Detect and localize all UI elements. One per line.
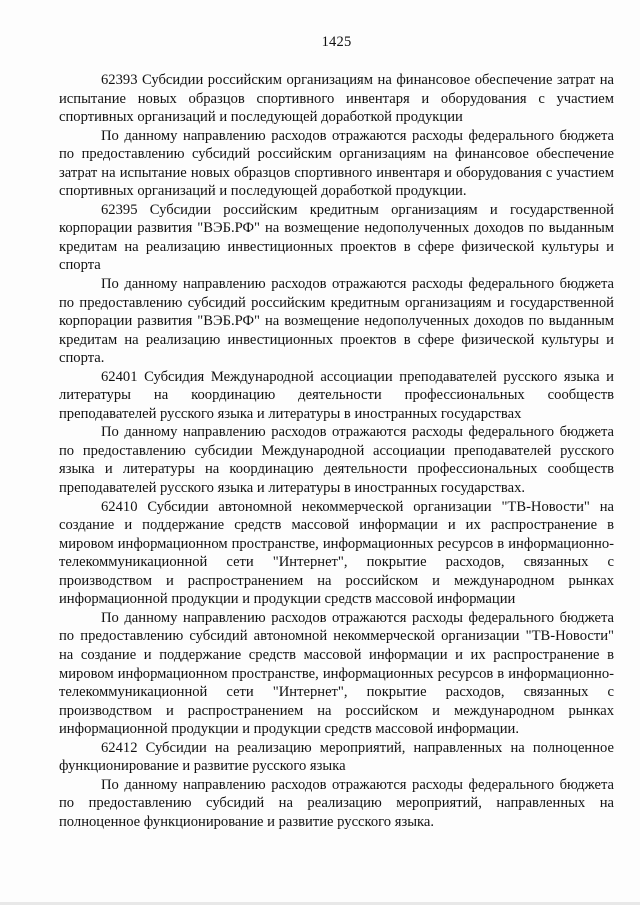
section-body: По данному направлению расходов отражаются расходы федерального бюджета по предоставлению субсидий российским организациям на финансовое обеспечение затрат на испытание новых образцов спортивного инвентаря и оборудования с участием спортивных организаций и последующей доработкой продукции. bbox=[59, 127, 614, 200]
section-62393 bbox=[59, 71, 614, 201]
section-heading: 62401 Субсидия Международной ассоциации преподавателей русского языка и литературы на координацию деятельности профессиональных сообществ преподавателей русского языка и литературы в иностранных государствах bbox=[59, 368, 614, 422]
section-body: По данному направлению расходов отражаются расходы федерального бюджета по предоставлению субсидий на реализацию мероприятий, направленных на полноценное функционирование и развитие русского языка. bbox=[59, 776, 614, 830]
section-62410 bbox=[59, 498, 614, 739]
section-62412 bbox=[59, 739, 614, 832]
section-heading: 62395 Субсидии российским кредитным организациям и государственной корпорации развития "ВЭБ.РФ" на возмещение недополученных доходов по выданным кредитам на реализацию инвестиционных проектов в сфере физической культуры и спорта bbox=[59, 201, 614, 274]
section-body: По данному направлению расходов отражаются расходы федерального бюджета по предоставлению субсидии Международной ассоциации преподавателей русского языка и литературы на координацию деятельности профессиональных сообществ преподавателей русского языка и литературы в иностранных государствах. bbox=[59, 424, 614, 497]
section-62401 bbox=[59, 368, 614, 498]
page-number: 1425 bbox=[321, 34, 352, 50]
section-heading: 62412 Субсидии на реализацию мероприятий, направленных на полноценное функционирование и развитие русского языка bbox=[59, 739, 614, 775]
section-heading: 62410 Субсидии автономной некоммерческой организации "ТВ-Новости" на создание и поддержание средств массовой информации и их распространение в мировом информационном пространстве, информационных ресурсов в информационно-телекоммуникационной сети "Интернет", покрытие расходов, связанных с производством и распространением на российском и международном рынках информационной продукции и продукции средств массовой информации bbox=[59, 498, 614, 608]
section-body: По данному направлению расходов отражаются расходы федерального бюджета по предоставлению субсидий автономной некоммерческой организации "ТВ-Новости" на создание и поддержание средств массовой информации и их распространение в мировом информационном пространстве, информационных ресурсов в информационно-телекоммуникационной сети "Интернет", покрытие расходов, связанных с производством и распространением на российском и международном рынках информационной продукции и продукции средств массовой информации. bbox=[59, 609, 614, 738]
section-62395 bbox=[59, 201, 614, 368]
section-heading: 62393 Субсидии российским организациям на финансовое обеспечение затрат на испытание новых образцов спортивного инвентаря и оборудования с участием спортивных организаций и последующей доработкой продукции bbox=[59, 72, 614, 126]
section-body: По данному направлению расходов отражаются расходы федерального бюджета по предоставлению субсидий российским кредитным организациям и государственной корпорации развития "ВЭБ.РФ" на возмещение недополученных доходов по выданным кредитам на реализацию инвестиционных проектов в сфере физической культуры и спорта. bbox=[59, 276, 614, 367]
